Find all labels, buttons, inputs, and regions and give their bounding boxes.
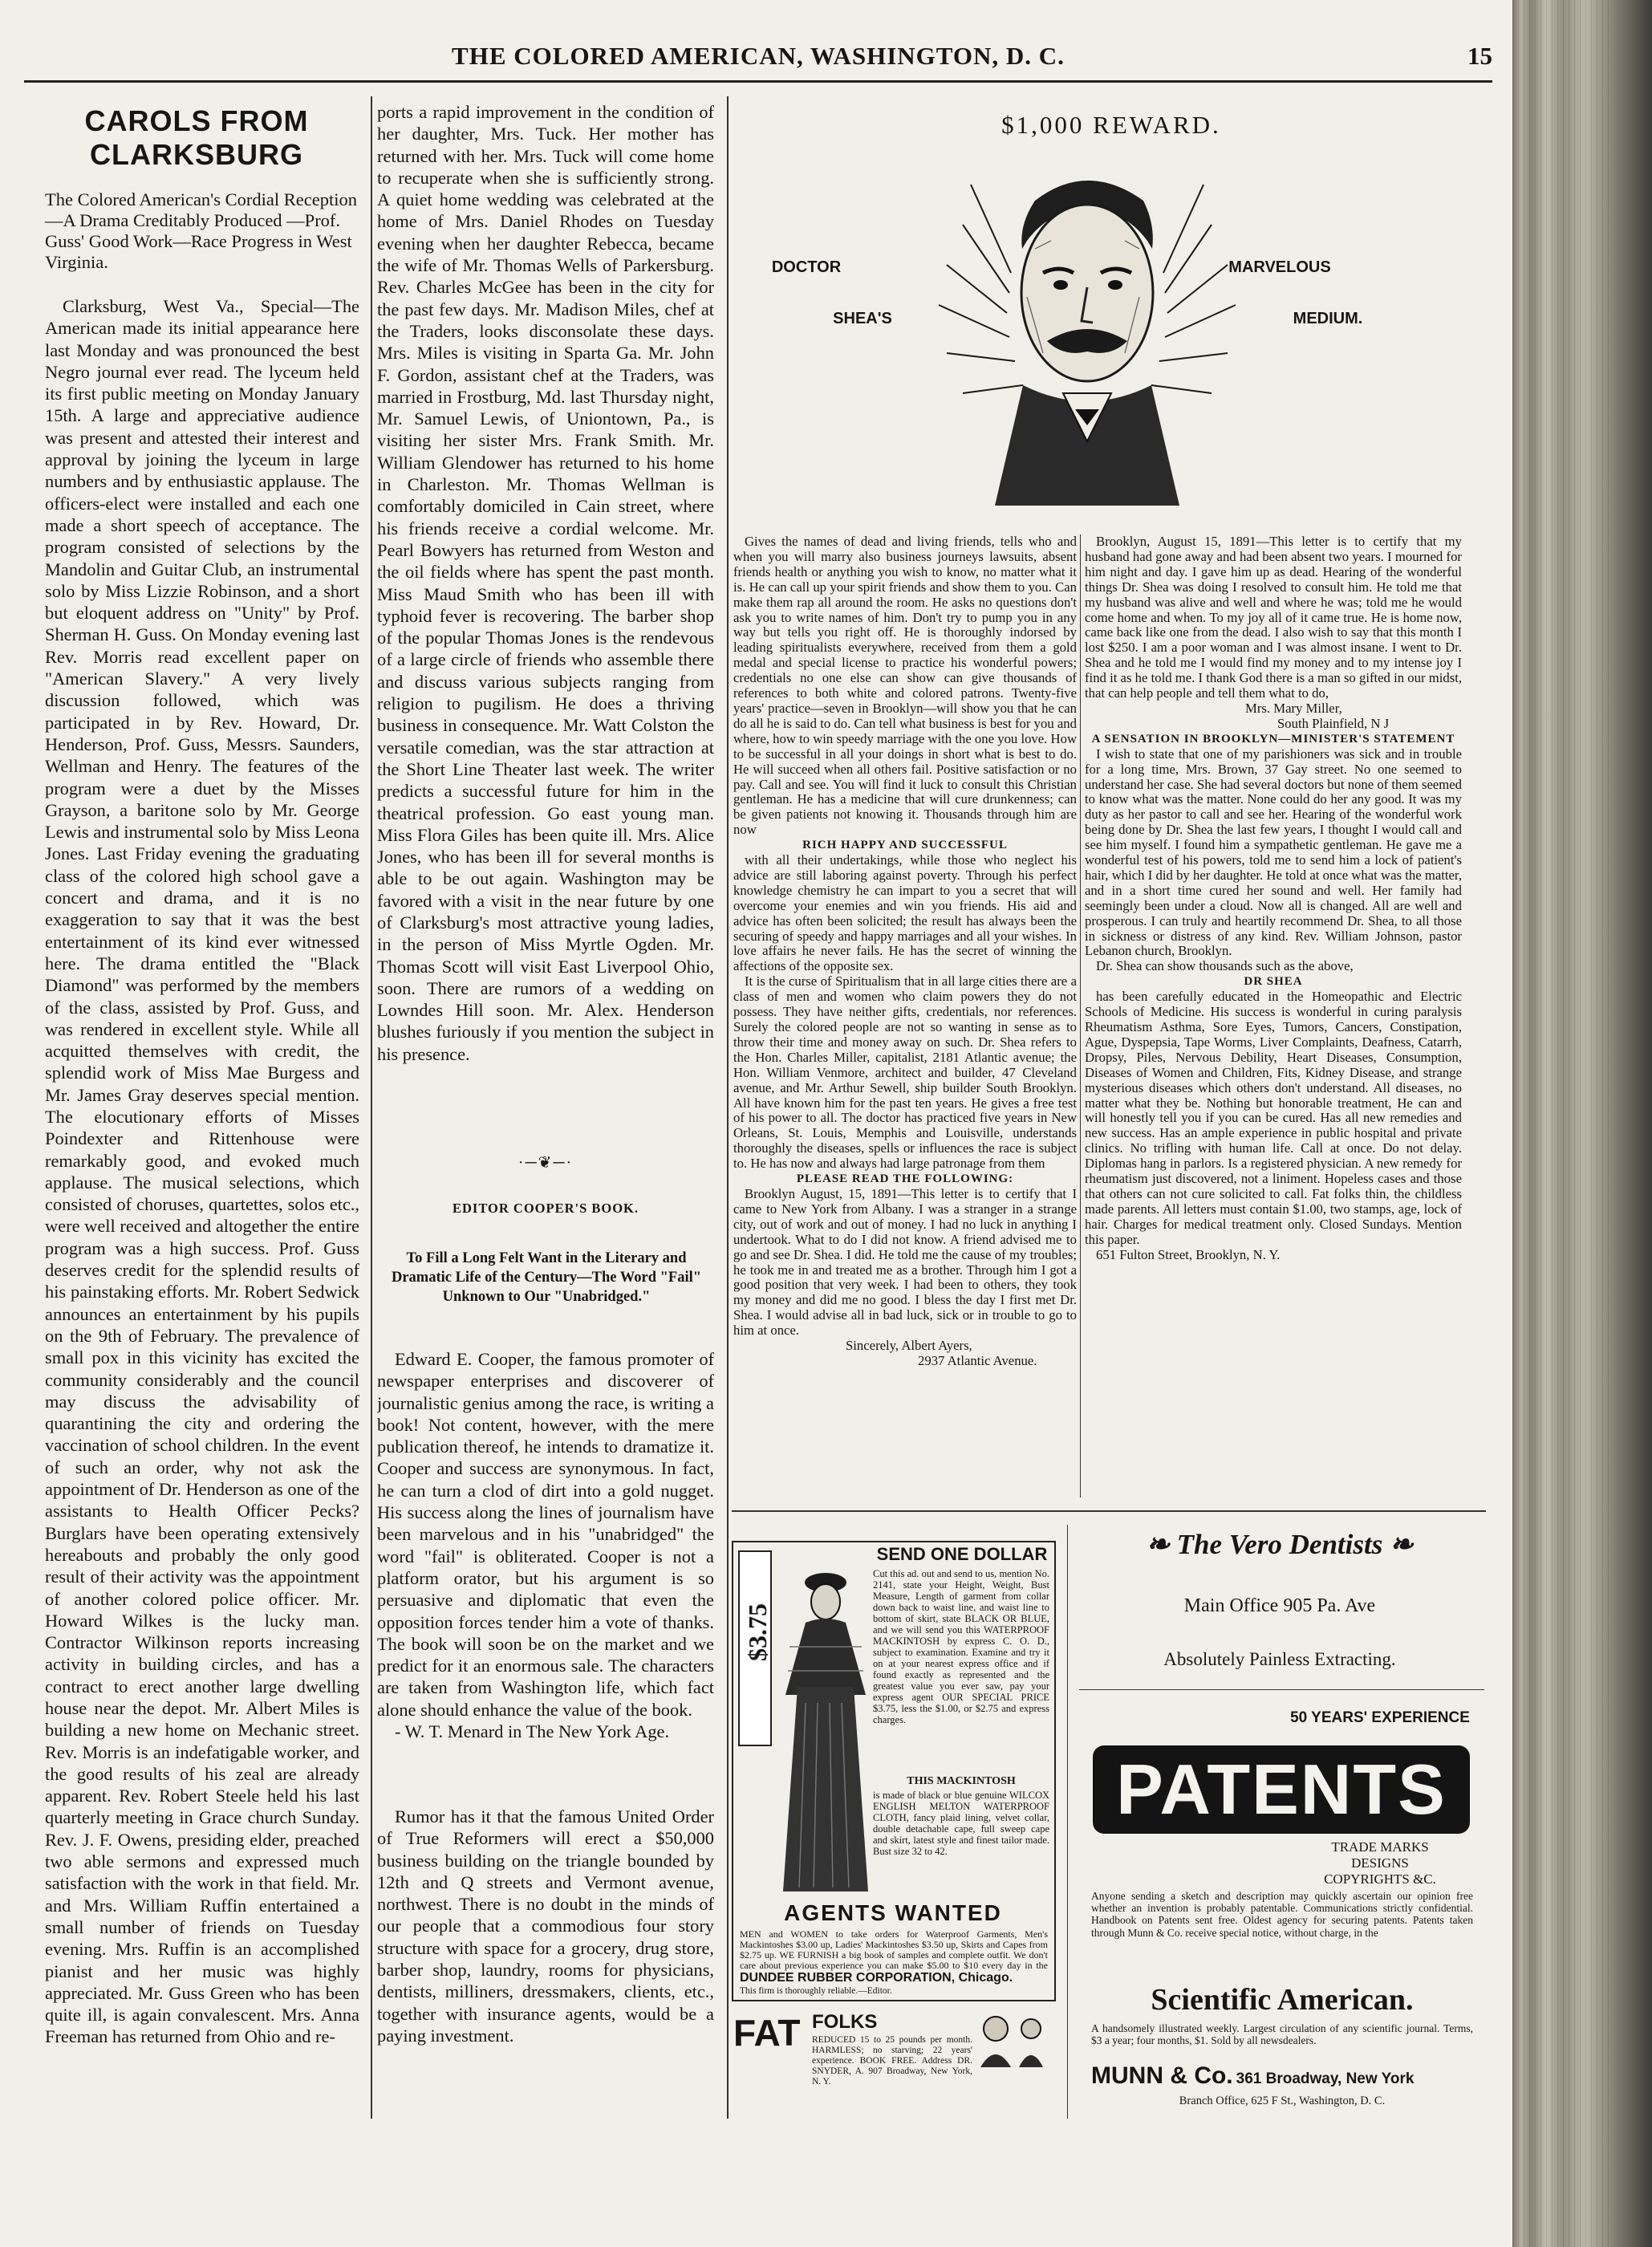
page-header [24,42,1492,74]
medium-label: MEDIUM. [1293,310,1363,327]
mackintosh-subhead: THIS MACKINTOSH [907,1775,1016,1787]
article-clarksburg [45,295,359,2205]
paragraph: Clarksburg, West Va., Special—The American made its initial appearance here last Monday and was pronounced the best Negro journal ever read. The lyceum held its first public meeting on Monday January 15th. A large and appreciative audience was present and attested their interest and approval by joining the lyceum in large numbers and by enthusiastic applause. The officers-elect were installed and each one made a short speech of acceptance. The program consisted of selections by the Mandolin and Guitar Club, an instrumental solo by Miss Lizzie Robinson, and a short but eloquent address on "Unity" by Prof. Sherman H. Guss. On Monday evening last Rev. Morris read excellent paper on "American Slavery." A very lively discussion followed, which was participated in by Rev. Howard, Dr. Henderson, Prof. Guss, Messrs. Saunders, Wellman and Henry. The features of the program were a duet by the Misses Grayson, a baritone solo by Mr. George Lewis and instrumental solo by Miss Leona Jones. Last Friday evening the graduating class of the colored high school gave a concert and drama, and it is no exaggeration to say that it was the best entertainment of its kind ever witnessed here. The drama entitled the "Black Diamond" was performed by the members of the class, assisted by Prof. Guss, and was rendered in excellent style. While all acquitted themselves with credit, the splendid work of Miss Mae Burgess and Mr. James Gray deserves special mention. The elocutionary efforts of Misses Poindexter and Rittenhouse were remarkably good, and evoked much applause. The musical selections, which consisted of choruses, quartettes, solos etc., were well received and altogether the entire program was a high success. Prof. Guss deserves credit for the splendid results of his painstaking efforts. Mr. Robert Sedwick announces an entertainment by his pupils on the 9th of February. The prevalence of small pox in this vicinity has excited the community considerably and the council may discuss the advisability of quarantining the city and ordering the vaccination of school children. In the event of such an order, why not ask the appointment of Dr. Henderson as one of the assistants to Health Officer Pecks? Burglars have been operating extensively hereabouts and probably the only good result of their activity was the appointment of another colored police officer. Mr. Howard Wilkes is the lucky man. Contractor Wilkinson reports increasing activity in building circles, and has a contract to erect another large dwelling house near the depot. Mr. Albert Miles is building a new home on Mechanic street. Rev. Morris is an indefatigable worker, and the good results of his zeal are already apparent. Rev. Robert Steele held his last quarterly meeting in Grace church Sunday. Rev. J. F. Owens, presiding elder, preached two able sermons and expressed much satisfaction with the work in that field. Mr. and Mrs. William Ruffin entertained a small number of friends on Tuesday evening. Mrs. Ruffin is an accomplished pianist and her music was highly appreciated. Mr. Guss Green who has been quite ill, is again convalescent. Mrs. Anna Freeman has returned from Ohio and re- [45,296,359,2047]
page-edge-lines [1512,0,1609,2247]
mackintosh-description: is made of black or blue genuine WILCOX ENGLISH MELTON WATERPROOF CLOTH, fancy plaid lining, velvet collar, double detachable cape, full sweep cape and skirt, latest style and finest tailor made. Bust size 32 to 42. [873,1790,1049,1857]
ad-section-rule [1079,1689,1484,1690]
signature-address: South Plainfield, N J [1277,715,1390,731]
paragraph: Rumor has it that the famous United Order of True Reformers will erect a $50,000 business building on the triangle bounded by 12th and Q streets and Vermont avenue, northwest. There is no doubt in the minds of our people that a commodious four story structure with space for a grocery, drug store, barber shop, laundry, rooms for physicians, dentists, milliners, dressmakers, clients, etc., together with insurance agents, would be a paying investment. [377,1806,714,2046]
patents-word: PATENTS [1116,1749,1447,1829]
patents-banner [1093,1745,1470,1834]
reward-heading: $1,000 REWARD. [1001,111,1221,139]
vero-dentists-title [1075,1529,1484,1561]
munn-company: MUNN & Co. [1091,2062,1233,2089]
agents-text: MEN and WOMEN to take orders for Waterproof Garments, Men's Mackintoshes $3.00 up, Ladies' Mackintoshes $3.50 up, Skirts and Capes from $2.75 up. WE FURNISH a big book of samples and complete outfit. We don't care about previous experience you can make $5.00 to $10 every day in the [740,1929,1048,1971]
page-number: 15 [1467,42,1492,70]
send-dollar-headline: SEND ONE DOLLAR [876,1544,1048,1564]
fifty-years-experience: 50 YEARS' EXPERIENCE [1290,1709,1470,1726]
munn-address: 361 Broadway, New York [1236,2070,1415,2087]
portrait-illustration [915,152,1260,506]
doctor-label: DOCTOR [771,258,842,276]
before-after-portraits [977,2011,1049,2067]
marvelous-label: MARVELOUS [1228,258,1331,276]
ad-paragraph: Brooklyn, August 15, 1891—This letter is to certify that my husband had gone away and had been absent two years. I mourned for him night and day. I gave him up as dead. Hearing of the wonderful things Dr. Shea was doing I resolved to consult him. He told me that my husband was alive and well and where he was; told me he would come home and when. To my joy all of it came true. He is home now, came back like one from the dead. I also wish to say that this month I lost $250. I am a poor woman and I was almost insane. I went to Dr. Shea and he told me I would find my money and to my intense joy I find it as he told me. I thank God there is a man so gifted in our midst, that can help people and tell them what to do, [1085,534,1462,701]
reliability-note: This firm is thoroughly reliable.—Editor. [740,1986,892,1996]
portrait-pair [977,2011,1049,2067]
vero-office: Main Office 905 Pa. Ave [1183,1595,1376,1616]
fat-folks-text: REDUCED 15 to 25 pounds per month. HARMLESS; no starving; 22 years' experience. BOOK FREE. Address DR. SNYDER, A. 907 Broadway, New York, N. Y. [812,2035,972,2086]
column-divider [727,96,729,2119]
copyrights: COPYRIGHTS &C. [1324,1871,1436,1887]
patents-services [1292,1839,1468,1887]
shea-column-left [733,534,1077,1505]
price-text: $3.75 [743,1603,772,1661]
fleuron-icon: ❧ [1146,1529,1177,1560]
ad-subhead: RICH HAPPY AND SUCCESSFUL [802,839,1008,852]
trade-marks: TRADE MARKS [1331,1839,1429,1855]
doctor-portrait [915,152,1260,506]
ad-paragraph: with all their undertakings, while those who neglect his advice are still laboring against poverty. Through his perfect knowledge chemistry he can impart to you a secret that will overcome your enemies and win you friends. His aid and advice has often been solicited; the result has always been the securing of speedy and happy marriages and all your wishes. In love affairs he never fails. He has the secret of winning the affections of the opposite sex. [733,852,1077,974]
ornament-divider: ·─❦─· [518,1154,574,1172]
scientific-american-title: Scientific American. [1151,1983,1414,2017]
signature: Mrs. Mary Miller, [1245,700,1342,716]
paragraph: Edward E. Cooper, the famous promoter of newspaper enterprises and discoverer of journalistic genius among the race, is writing a book! Not content, however, with the mere publication thereof, he intends to dramatize it. Cooper and success are synonymous. In fact, he can turn a clod of dirt into a gold nugget. His success along the lines of journalism have been marvelous and in his "unabridged" the word "fail" is obliterated. Cooper is not a platform orator, but his argument is so persuasive and diplomatic that even the opposition forces tender him a vote of thanks. The book will soon be on the market and we predict for it an enormous sale. The characters are taken from Washington life, which fact alone should enhance the value of the book. [377,1349,714,1720]
ad-paragraph: Brooklyn August, 15, 1891—This letter is to certify that I came to New York from Albany. I was a stranger in a strange city, out of work and out of money. I had no luck in anything I undertook. What to do I did not know. A friend advised me to go and see Dr. Shea. I did. He told me the cause of my troubles; he took me in and treated me as a brother. Through him I got a good position that very week. I had been to others, they took my money and did me no good. I bless the day I first met Dr. Shea. I would advise all in bad luck, sick or in trouble to go to him at once. [733,1185,1077,1339]
agents-wanted-heading: AGENTS WANTED [784,1900,1002,1925]
article-true-reformers [377,1806,714,2143]
deck-clarksburg: The Colored American's Cordial Reception—A Drama Creditably Produced —Prof. Guss' Good Work—Race Progress in West Virginia. [45,189,357,272]
ad-paragraph: has been carefully educated in the Homeopathic and Electric Schools of Medicine. His success is wonderful in curing paralysis Rheumatism Asthma, Sore Eyes, Tumors, Cancers, Constipation, Ague, Dyspepsia, Tape Worms, Liver Complaints, Deafness, Catarrh, Dropsy, Piles, Nervous Debility, Heart Diseases, Consumption, Diseases of Women and Children, Fits, Kidney Disease, and strange mysterious diseases which others don't understand. All diseases, no matter what they be. Nothing but honorable treatment, He can and will honestly tell you if you can be cured. Has all new remedies and new success. Has an ample experience in public hospital and private clinics. No trifling with human life. Call at once. Do not delay. Diplomas hang in parlors. Is a registered physician. A new remedy for rheumatism just discovered, not a liniment. Hopeless cases and those that others can not cure solicited to call. Fat folks thin, the childless made parents. All letters must contain $1.00, two stamps, age, lock of hair. Charges for medical treatment only. Closed Sundays. Mention this paper. [1085,989,1462,1247]
branch-office: Branch Office, 625 F St., Washington, D. C. [1179,2095,1386,2107]
ad-divider [1080,534,1081,1497]
ad-section-rule [732,1510,1486,1512]
vero-title-text: The Vero Dentists [1176,1529,1383,1560]
vero-tagline: Absolutely Painless Extracting. [1163,1649,1396,1669]
fat-word: FAT [733,2012,801,2054]
signature-address: 2937 Atlantic Avenue. [918,1352,1037,1368]
column-divider [371,96,372,2119]
header-rule [24,80,1492,83]
coat-illustration [781,1566,870,1896]
folks-word: FOLKS [812,2011,878,2033]
deck-editor-book: To Fill a Long Felt Want in the Literary and Dramatic Life of the Century—The Word "Fail" Unknown to Our "Unabridged." [391,1250,702,1305]
mackintosh-figure [781,1566,870,1896]
signature: Sincerely, Albert Ayers, [846,1338,972,1354]
price-tag [738,1550,772,1746]
headline-clarksburg: CAROLS FROM CLARKSBURG [84,104,309,171]
ad-subhead: A SENSATION IN BROOKLYN—MINISTER'S STATEMENT [1091,732,1455,746]
ad-subhead: DR SHEA [1244,975,1303,989]
dundee-company: DUNDEE RUBBER CORPORATION, Chicago. [740,1971,1013,1985]
headline-editor-book: EDITOR COOPER'S BOOK. [452,1201,639,1216]
munn-line [1091,2062,1473,2095]
designs: DESIGNS [1351,1855,1409,1871]
address-line: 651 Fulton Street, Brooklyn, N. Y. [1096,1246,1281,1262]
mackintosh-ad [732,1541,1056,2001]
article-clarksburg-continued [377,101,714,1136]
ad-paragraph: Dr. Shea can show thousands such as the above, [1096,958,1354,974]
article-editor-book [377,1348,714,1782]
shea-column-right [1085,534,1462,1505]
ad-paragraph: It is the curse of Spiritualism that in all large cities there are a class of men and women who claim powers they do not possess. They have neither gifts, credentials, nor references. Surely the colored people are not so wanting in sense as to throw their time and money away on such. Dr. Shea refers to the Hon. Charles Miller, capitalist, 2181 Atlantic avenue; the Hon. William Venmore, architect and builder, 47 Cleveland avenue, and Mr. Arthur Sewell, ship builder South Brooklyn. All have known him for the past ten years. He gives a free test of his power to all. The doctor has practiced five years in New Orleans, St. Louis, Memphis and Louisville, understands thoroughly the diseases, spells or influences the race is subject to. He has now and always had large patronage from them [733,973,1077,1172]
masthead-title: THE COLORED AMERICAN, WASHINGTON, D. C. [452,42,1065,70]
paragraph: ports a rapid improvement in the condition of her daughter, Mrs. Tuck. Her mother has returned with her. Mrs. Tuck will come home to recuperate when she is sufficiently strong. A quiet home wedding was celebrated at the home of Mrs. Daniel Rhodes on Tuesday evening when her daughter Rebecca, became the wife of Mr. Thomas Wells of Parkersburg. Rev. Charles McGee has been in the city for the past few days. Mr. Madison Miles, chef at the Traders, looks disconsolate these days. Mrs. Miles is visiting in Sparta Ga. Mr. John F. Gordon, assistant chef at the Traders, was married in Frostburg, Md. last Thursday night, Mr. Samuel Lewis, of Uniontown, Pa., is visiting her sister Mrs. Frank Smith. Mr. William Glendower has returned to his home in Charleston. Mr. Thomas Wellman is comfortably domiciled in Cain street, where his friends receive a cordial welcome. Mr. Pearl Bowyers has returned from Weston and the oil fields where has spent the past month. Miss Maud Smith who has been ill with typhoid fever is recovering. The barber shop of the popular Thomas Jones is the rendevous of a large circle of friends who assemble there and discuss various subjects ranging from religion to pugilism. He does a thriving business in consequence. Mr. Watt Colston the versatile comedian, was the star attraction at the Short Line Theater last week. The writer predicts a successful future for him in the theatrical profession. Go east young man. Miss Flora Giles has been quite ill. Mrs. Alice Jones, who has been ill for several months is able to be out again. Washington may be favored with a visit in the near future by one of Clarksburg's most attractive young ladies, in the person of Miss Myrtle Ogden. Mr. Thomas Scott will visit East Liverpool Ohio, soon. There are rumors of a wedding on Lowndes Hill soon. Mr. Alex. Henderson blushes furiously if you mention the subject in his presence. [377,102,714,1064]
patents-text: Anyone sending a sketch and description may quickly ascertain our opinion free whether an invention is probably patentable. Communications strictly confidential. Handbook on Patents sent free. Oldest agency for securing patents. Patents taken through Munn & Co. receive special notice, without charge, in the [1091,1890,1473,1939]
ad-subhead: PLEASE READ THE FOLLOWING: [796,1172,1014,1186]
fleuron-icon: ❧ [1382,1529,1414,1560]
mackintosh-offer-text: Cut this ad. out and send to us, mention No. 2141, state your Height, Weight, Bust Measure, Length of garment from collar down back to waist line, and waist line to bottom of skirt, state BLACK OR BLUE, and we will send you this WATERPROOF MACKINTOSH by express C. O. D., subject to examination. Examine and try it on at your nearest express office and if found exactly as represented and the greatest value you ever saw, pay your express agent OUR SPECIAL PRICE $3.75, less the $1.00, or $2.75 and express charges. [873,1568,1049,1725]
fat-folks-ad [732,2006,1053,2095]
ad-divider [1067,1525,1068,2119]
ad-paragraph: Gives the names of dead and living friends, tells who and when you will marry also business journeys lawsuits, absent friends health or anything you wish to know, no matter what it is. He can call up your spirit friends and show them to you. Can make them rap all around the room. He asks no questions don't ask you to write names of him. Don't try to pump you in any way but tells you right off. He is thoroughly indorsed by leading spiritualists everywhere, received from them a gold medal and special license to practice his wonderful powers; credentials no one else can show can give thousands of references to both white and colored patrons. Twenty-five years' practice—seven in Brooklyn—will show you that he can do all he is said to do. Can tell what business is best for you and where, how to win speedy marriage with the one you love. How to be successful in all your doings in short what is best to do. He will succeed when all others fail. Positive satisfaction or no pay. Call and see. You will find it luck to consult this Christian gentleman. He has a medicine that will cure drunkenness; can be given patients not knowing it. Thousands through him are now [733,534,1077,838]
credit-line: - W. T. Menard in The New York Age. [395,1721,670,1742]
scientific-american-text: A handsomely illustrated weekly. Largest circulation of any scientific journal. Terms, $3 a year; four months, $1. Sold by all newsdealers. [1091,2022,1473,2047]
shea-label: SHEA'S [833,310,892,327]
ad-paragraph: I wish to state that one of my parishioners was sick and in trouble for a long time, Mrs. Brown, 37 Gay street. No one seemed to understand her case. She had several doctors but none of them seemed to know what was the matter. None could do her any good. It was my duty as her pastor to call and see her. Hearing of the wonderful work being done by Dr. Shea the last few years, I thought I would call and see him myself. I found him a sympathetic gentleman. He gave me a wonderful test of his powers, told me to send him a lock of patient's hair, which I did by her daughter. He told at once what was the matter, and in a short time cured her sound and well. Her family had seemingly been under a cloud. Now all is changed. All are well and prosperous. I can truly and heartily recommend Dr. Shea, to all those in sickness or distress of any kind. Rev. William Johnson, pastor Lebanon church, Brooklyn. [1085,746,1462,959]
